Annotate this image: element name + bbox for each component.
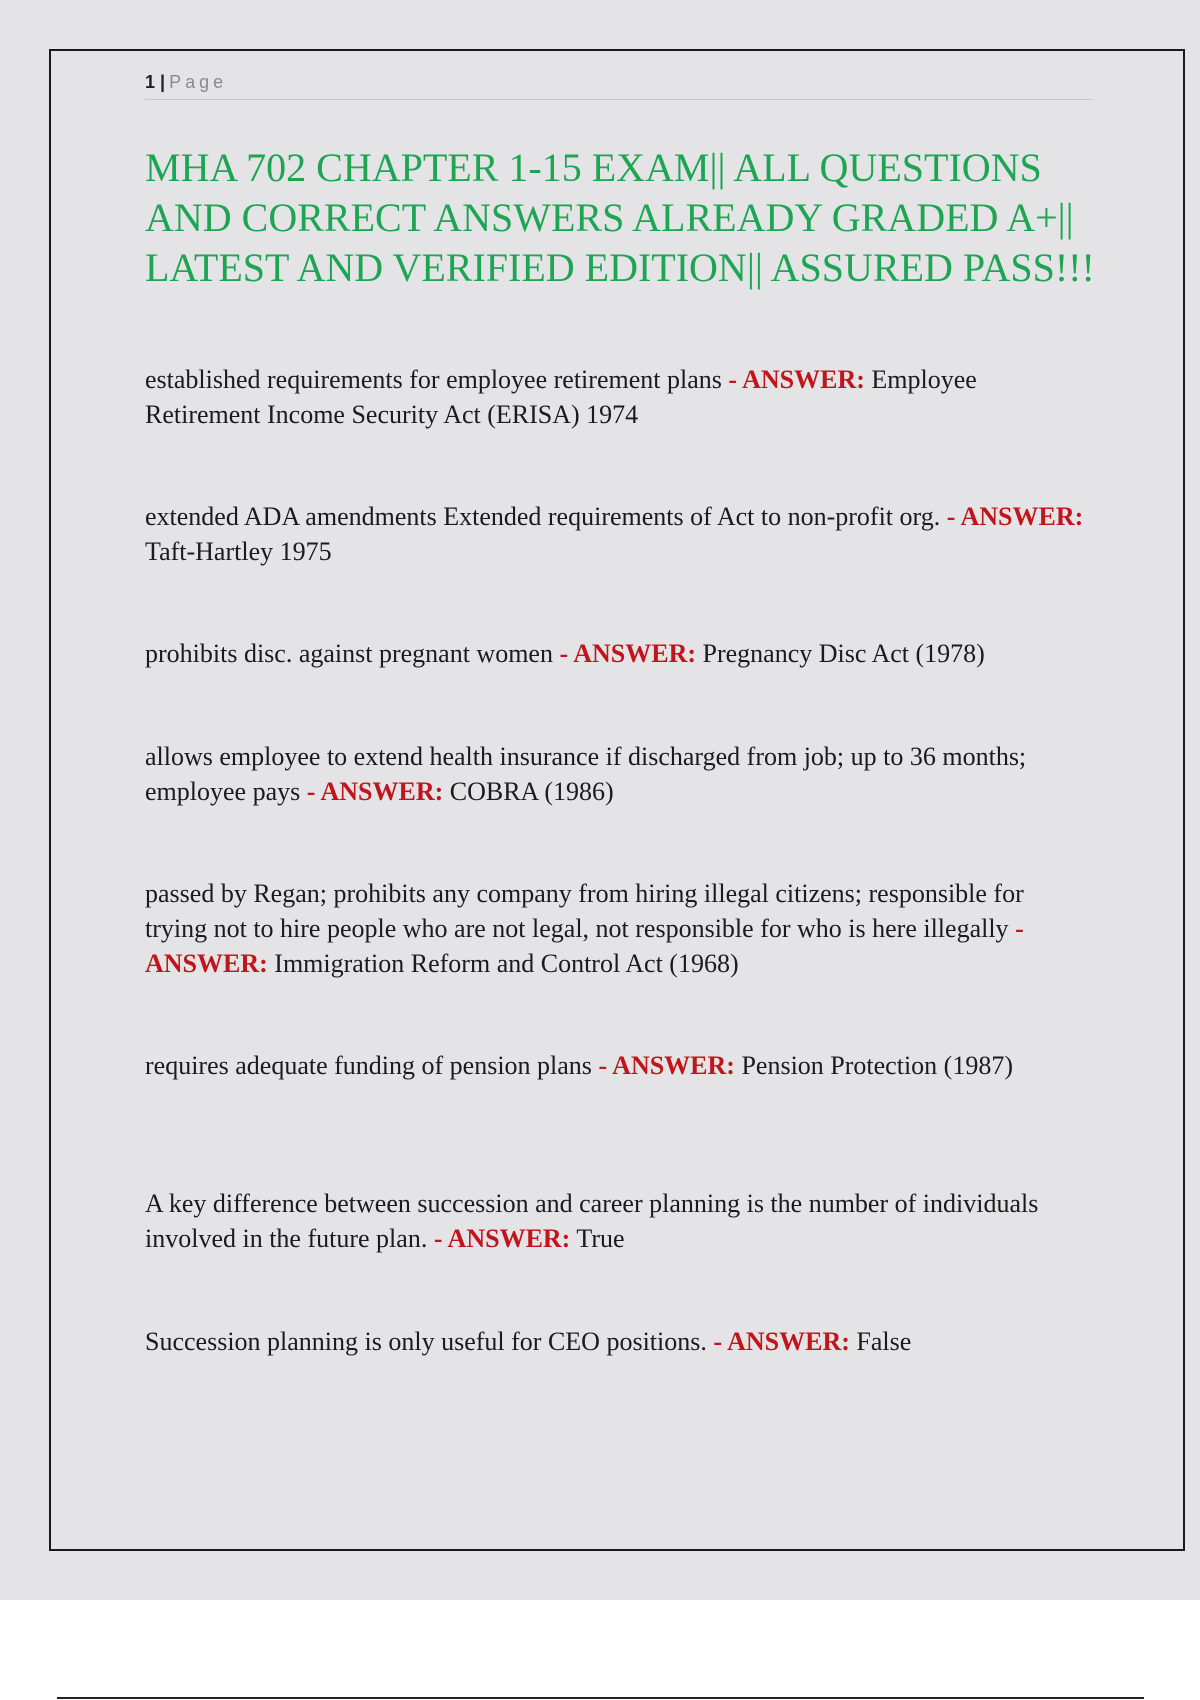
answer-text: Employee Retirement Income Security Act (ERISA) 1974 <box>145 365 977 429</box>
question-text: prohibits disc. against pregnant women <box>145 639 553 668</box>
answer-text: Immigration Reform and Control Act (1968) <box>274 949 739 978</box>
question-text: Succession planning is only useful for CEO positions. <box>145 1327 707 1356</box>
page-header <box>145 72 1093 100</box>
answer-label: - ANSWER: <box>433 1224 571 1253</box>
answer-label: - ANSWER: <box>946 502 1084 531</box>
answer-label: - ANSWER: <box>713 1327 850 1356</box>
question-text: A key difference between succession and career planning is the number of individuals involved in the future plan. <box>145 1189 1039 1253</box>
page-number: 1 <box>145 72 156 92</box>
qa-item <box>145 1324 1090 1359</box>
document-title: MHA 702 CHAPTER 1-15 EXAM|| ALL QUESTIONS AND CORRECT ANSWERS ALREADY GRADED A+|| LATEST AND VERIFIED EDITION|| ASSURED PASS!!! <box>145 145 1095 290</box>
qa-item <box>145 499 1090 569</box>
question-text: extended ADA amendments Extended requirements of Act to non-profit org. <box>145 502 941 531</box>
answer-text: Pension Protection (1987) <box>741 1051 1013 1080</box>
qa-item <box>145 636 1090 671</box>
next-page-rule <box>57 1697 1144 1699</box>
qa-item <box>145 1048 1090 1083</box>
answer-label: - ANSWER: <box>598 1051 735 1080</box>
header-separator: | <box>160 72 166 92</box>
answer-label: - ANSWER: <box>145 914 1024 978</box>
qa-item <box>145 1186 1090 1256</box>
answer-text: COBRA (1986) <box>449 777 614 806</box>
qa-item <box>145 876 1090 981</box>
answer-text: Taft-Hartley 1975 <box>145 537 332 566</box>
answer-label: - ANSWER: <box>306 777 444 806</box>
answer-label: - ANSWER: <box>728 365 865 394</box>
question-text: allows employee to extend health insurance if discharged from job; up to 36 months; employee pays <box>145 742 1027 806</box>
qa-item <box>145 362 1090 432</box>
question-text: established requirements for employee retirement plans <box>145 365 722 394</box>
page-label: Page <box>169 72 228 92</box>
qa-item <box>145 739 1090 809</box>
answer-text: Pregnancy Disc Act (1978) <box>702 639 985 668</box>
answer-text: True <box>576 1224 625 1253</box>
question-text: requires adequate funding of pension plans <box>145 1051 592 1080</box>
answer-text: False <box>856 1327 912 1356</box>
answer-label: - ANSWER: <box>559 639 696 668</box>
question-text: passed by Regan; prohibits any company from hiring illegal citizens; responsible for trying not to hire people who are not legal, not responsible for who is here illegally <box>145 879 1024 943</box>
